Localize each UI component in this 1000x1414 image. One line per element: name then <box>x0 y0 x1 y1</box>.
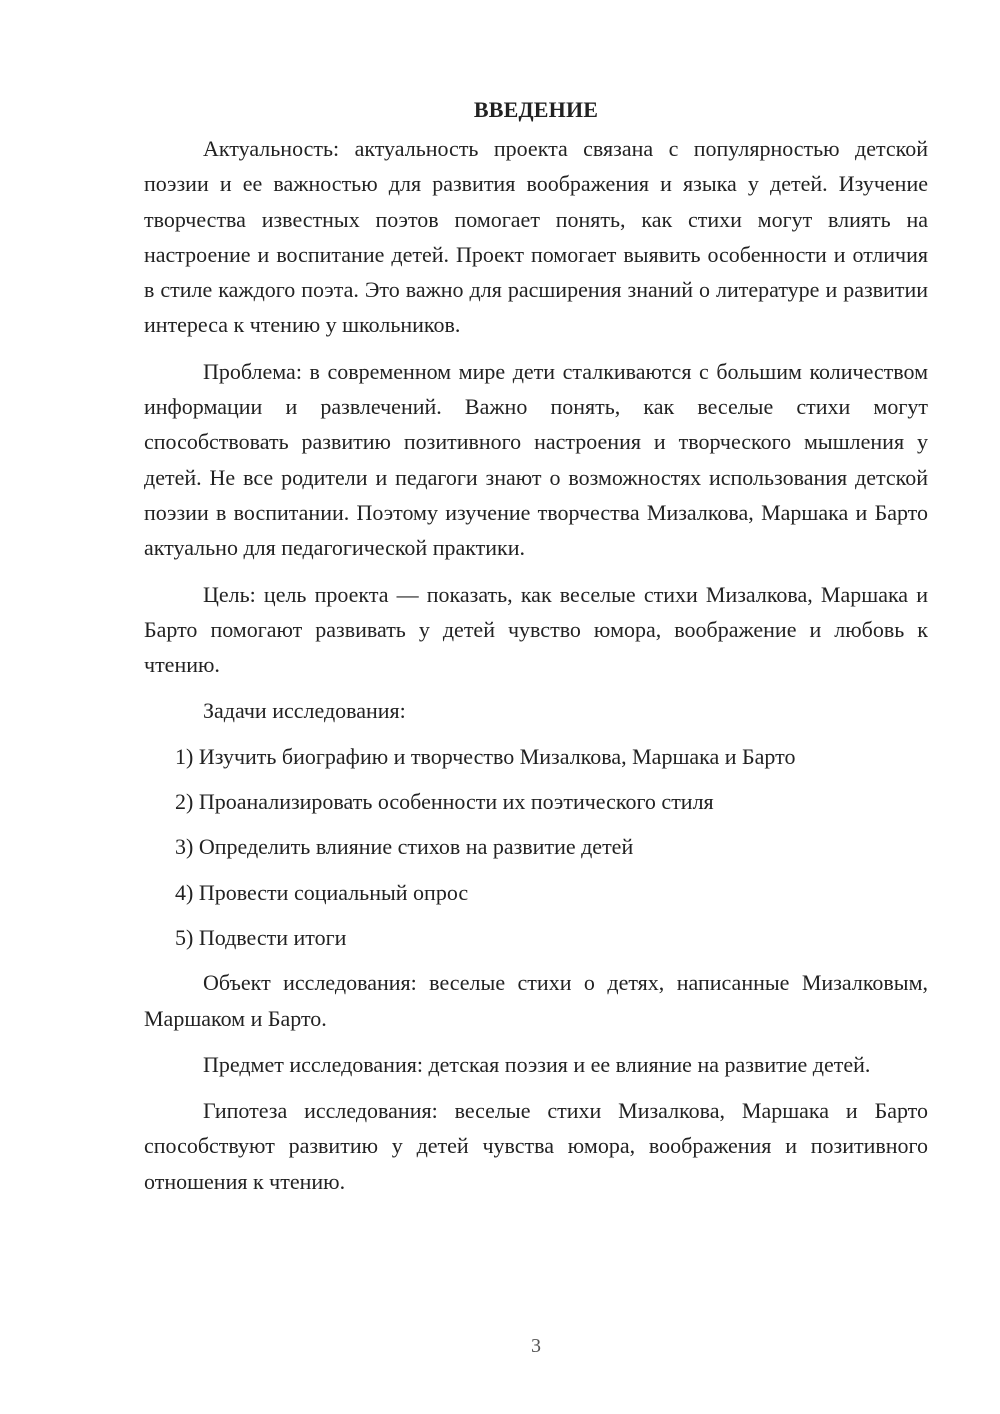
relevance-paragraph: Актуальность: актуальность проекта связана с популярностью детской поэзии и ее важностью для развития воображения и языка у детей. Изучение творчества известных поэтов помогает понять, как стихи могут влиять на настроение и воспитание детей. Проект помогает выявить особенности и отличия в стиле каждого поэта. Это важно для расширения знаний о литературе и развитии интереса к чтению у школьников. <box>144 136 928 338</box>
tasks-list <box>144 739 928 955</box>
page-number: 3 <box>531 1335 541 1357</box>
subject-paragraph: Предмет исследования: детская поэзия и ее влияние на развитие детей. <box>203 1051 871 1077</box>
task-item: 4) Провести социальный опрос <box>175 879 469 905</box>
hypothesis-paragraph: Гипотеза исследования: веселые стихи Мизалкова, Маршака и Барто способствуют развитию у детей чувства юмора, воображения и позитивного отношения к чтению. <box>144 1098 928 1194</box>
task-item: 5) Подвести итоги <box>175 924 347 950</box>
object-paragraph: Объект исследования: веселые стихи о детях, написанные Мизалковым, Маршаком и Барто. <box>144 970 928 1031</box>
page-content <box>144 92 928 1210</box>
problem-paragraph: Проблема: в современном мире дети сталкиваются с большим количеством информации и развлечений. Важно понять, как веселые стихи могут способствовать развитию позитивного настроения и творческого мышления у детей. Не все родители и педагоги знают о возможностях использования детской поэзии в воспитании. Поэтому изучение творчества Мизалкова, Маршака и Барто актуально для педагогической практики. <box>144 358 928 561</box>
tasks-heading: Задачи исследования: <box>203 698 406 724</box>
task-item: 2) Проанализировать особенности их поэтического стиля <box>175 789 714 815</box>
task-item: 1) Изучить биографию и творчество Мизалкова, Маршака и Барто <box>175 743 796 769</box>
goal-paragraph: Цель: цель проекта — показать, как веселые стихи Мизалкова, Маршака и Барто помогают развивать у детей чувство юмора, воображение и любовь к чтению. <box>144 581 928 678</box>
section-title: ВВЕДЕНИЕ <box>473 97 599 122</box>
task-item: 3) Определить влияние стихов на развитие детей <box>175 834 634 860</box>
